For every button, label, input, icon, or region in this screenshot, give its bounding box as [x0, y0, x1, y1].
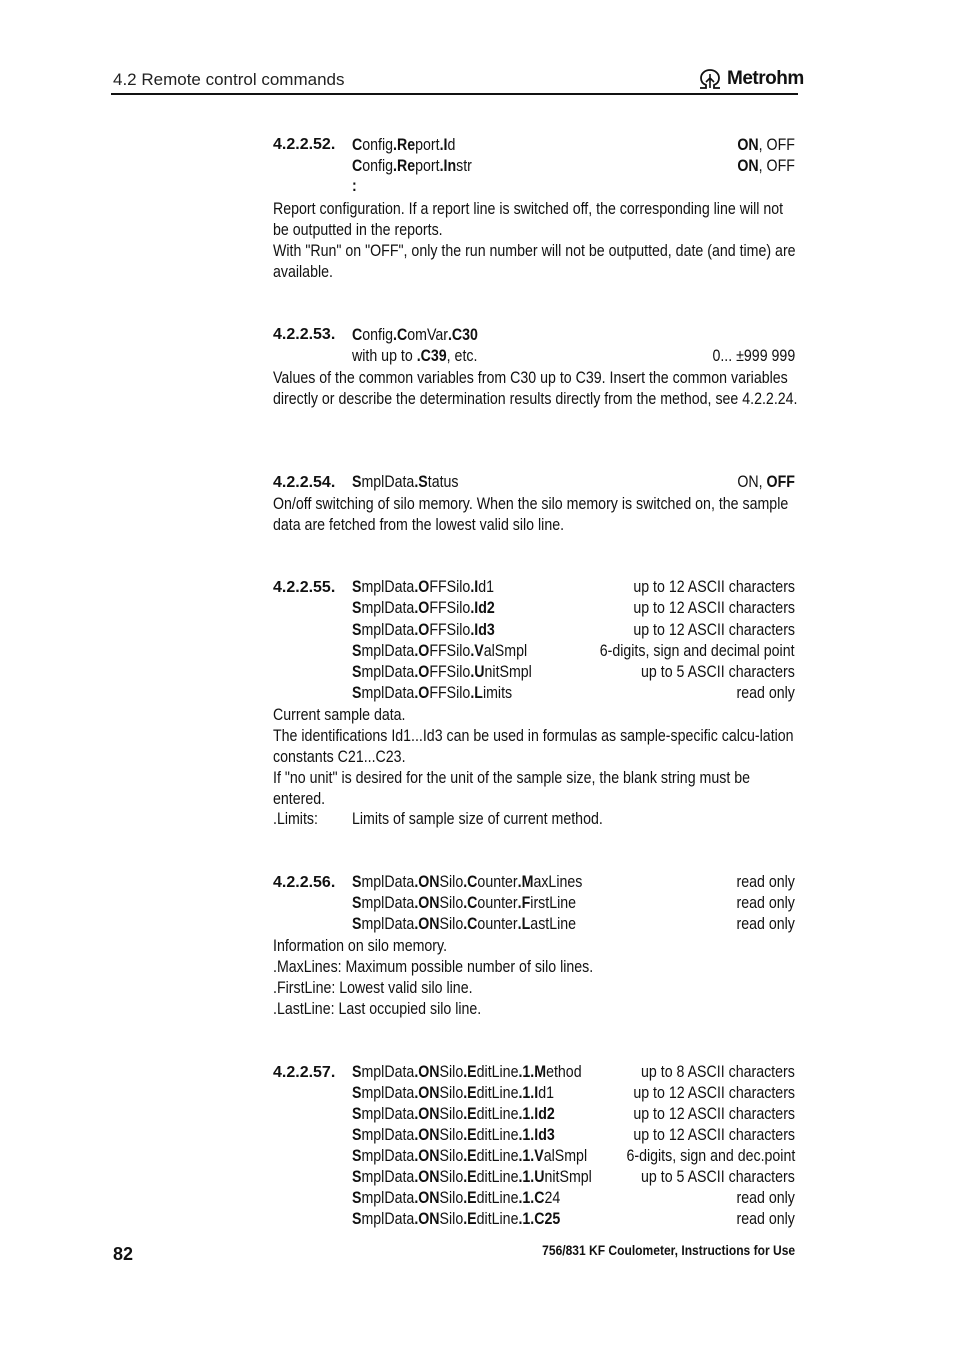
bold-segment: .C39 [416, 347, 447, 365]
command-line [352, 326, 478, 345]
bold-segment: I [443, 136, 448, 154]
bold-segment: ON [418, 1210, 440, 1228]
text-segment: 0... ±999 999 [712, 347, 795, 365]
text-segment: mplData [361, 1210, 415, 1228]
command-line [352, 1210, 560, 1229]
section-number: 4.2.2.55. [273, 579, 336, 596]
bold-segment: S [352, 1168, 362, 1186]
bold-segment: . [470, 621, 475, 639]
text-segment: mplData [361, 578, 415, 596]
bold-segment: S [352, 684, 362, 702]
command-value [641, 663, 795, 682]
bold-segment: . [414, 894, 419, 912]
footer-document-title: 756/831 KF Coulometer, Instructions for Use [542, 1242, 795, 1258]
text-segment: Silo [439, 915, 464, 933]
bold-segment: S [352, 915, 362, 933]
bold-segment: ON [418, 894, 440, 912]
bold-segment: ON [418, 1126, 440, 1144]
bold-segment: .1. [518, 1147, 535, 1165]
text-segment: Silo [439, 1147, 464, 1165]
command-value [641, 1168, 795, 1187]
bold-segment: . [463, 1105, 468, 1123]
text-segment: ditLine [476, 1189, 519, 1207]
bold-segment: . [414, 1105, 419, 1123]
text-segment: read only [736, 915, 795, 933]
bold-segment: E [467, 1210, 477, 1228]
text-segment: astLine [530, 915, 577, 933]
brand-logo [697, 66, 804, 92]
text-segment: 6-digits, sign and decimal point [600, 642, 795, 660]
command-value [633, 1105, 795, 1124]
section-description: Information on silo memory. .MaxLines: Maximum possible number of silo lines. .FirstLine: Lowest valid silo line. .LastLine: Last occupied silo line. [273, 937, 594, 1018]
bold-segment: S [352, 1084, 362, 1102]
text-segment: Silo [439, 1105, 464, 1123]
bold-segment: S [352, 663, 362, 681]
bold-segment: O [418, 642, 430, 660]
command-line [352, 578, 494, 597]
bold-segment: OFF [766, 473, 795, 491]
bold-segment: . [414, 684, 419, 702]
bold-segment: . [414, 642, 419, 660]
bold-segment: . [517, 894, 522, 912]
text-segment: up to 5 ASCII characters [641, 1168, 795, 1186]
text-segment: ditLine [476, 1126, 519, 1144]
command-line [352, 894, 576, 913]
bold-segment: Id3 [534, 1126, 555, 1144]
bold-segment: .1. [518, 1189, 535, 1207]
bold-segment: . [393, 157, 397, 175]
bold-segment: ON [737, 136, 759, 154]
text-segment: Silo [439, 873, 464, 891]
bold-segment: S [352, 873, 362, 891]
command-line [352, 642, 527, 661]
text-segment: alSmpl [483, 642, 528, 660]
bold-segment: . [463, 915, 468, 933]
bold-segment: S [352, 1189, 362, 1207]
section-number: 4.2.2.52. [273, 136, 336, 153]
bold-segment: Re [396, 157, 416, 175]
text-segment: ditLine [476, 1105, 519, 1123]
text-segment: up to 12 ASCII characters [633, 599, 795, 617]
bold-segment: . [393, 326, 397, 344]
text-segment: Silo [439, 1210, 464, 1228]
text-segment: mplData [361, 1105, 415, 1123]
bold-segment: . [414, 1147, 419, 1165]
text-segment: ounter [477, 894, 518, 912]
text-segment: d1 [538, 1084, 554, 1102]
text-segment: Silo [439, 1063, 464, 1081]
text-segment: mplData [361, 1126, 415, 1144]
text-segment: FFSilo [429, 663, 471, 681]
bold-segment: . [414, 578, 419, 596]
text-segment: ON, [737, 473, 767, 491]
text-segment: Silo [439, 1126, 464, 1144]
bold-segment: . [439, 157, 444, 175]
bold-segment: . [463, 1063, 468, 1081]
section-description: On/off switching of silo memory. When the silo memory is switched on, the sample data are fetched from the lowest valid silo line. [273, 495, 789, 534]
text-segment: Silo [439, 1168, 464, 1186]
bold-segment: O [418, 621, 430, 639]
text-segment: onfig [362, 326, 394, 344]
bold-segment: . [463, 873, 468, 891]
command-value [737, 894, 795, 913]
bold-segment: ON [418, 1168, 440, 1186]
text-segment: Silo [439, 1084, 464, 1102]
bold-segment: C30 [451, 326, 478, 344]
bold-segment: V [474, 642, 484, 660]
omega-logo-icon [697, 68, 723, 90]
bold-segment: E [467, 1084, 477, 1102]
bold-segment: S [352, 473, 362, 491]
bold-segment: . [470, 578, 475, 596]
text-segment: ditLine [476, 1084, 519, 1102]
text-segment: Silo [439, 894, 464, 912]
bold-segment: S [352, 1210, 362, 1228]
bold-segment: . [414, 1210, 419, 1228]
text-segment: str [456, 157, 472, 175]
bold-segment: ON [418, 1189, 440, 1207]
command-line [352, 136, 455, 155]
text-segment: Silo [439, 1189, 464, 1207]
bold-segment: V [534, 1147, 544, 1165]
command-line [352, 873, 582, 892]
section-number: 4.2.2.56. [273, 874, 336, 891]
text-segment: FFSilo [429, 599, 471, 617]
text-segment: read only [736, 873, 795, 891]
text-segment: mplData [361, 1168, 415, 1186]
bold-segment: I [474, 578, 479, 596]
bold-segment: . [414, 1063, 419, 1081]
bold-segment: . [463, 894, 468, 912]
text-segment: up to 12 ASCII characters [633, 621, 795, 639]
bold-segment: S [418, 473, 428, 491]
command-value [633, 599, 795, 618]
command-line [352, 177, 357, 196]
bold-segment: E [467, 1147, 477, 1165]
text-segment: 6-digits, sign and dec.point [626, 1147, 795, 1165]
command-line [352, 347, 477, 366]
command-value [737, 473, 795, 492]
command-line [352, 684, 512, 703]
command-value [633, 578, 795, 597]
text-segment: mplData [361, 873, 415, 891]
text-segment: mplData [361, 1063, 415, 1081]
bold-segment: Re [396, 136, 416, 154]
text-segment: up to 12 ASCII characters [633, 578, 795, 596]
bold-segment: ON [418, 1147, 440, 1165]
bold-segment: Id2 [534, 1105, 555, 1123]
text-segment: read only [736, 894, 795, 912]
bold-segment: . [463, 1126, 468, 1144]
bold-segment: . [414, 599, 419, 617]
bold-segment: ON [418, 915, 440, 933]
command-value [633, 1084, 795, 1103]
section-description: Current sample data. The identifications Id1...Id3 can be used in formulas as sample-specific calcu-lation constants C21...C23. If "no unit" is desired for the unit of the sample size, the blank string must be entered. [273, 706, 794, 808]
bold-segment: S [352, 599, 362, 617]
command-line [352, 663, 532, 682]
bold-segment: S [352, 894, 362, 912]
bold-segment: S [352, 1063, 362, 1081]
text-segment: d [447, 136, 456, 154]
text-segment: up to 12 ASCII characters [633, 1126, 795, 1144]
bold-segment: E [467, 1189, 477, 1207]
bold-segment: . [470, 599, 475, 617]
bold-segment: ON [418, 1063, 440, 1081]
text-segment: mplData [361, 663, 415, 681]
text-segment: up to 12 ASCII characters [633, 1084, 795, 1102]
bold-segment: S [352, 578, 362, 596]
text-segment: , OFF [758, 157, 795, 175]
note-label: .Limits: [273, 810, 318, 828]
command-value [641, 1063, 795, 1082]
text-segment: FFSilo [429, 684, 471, 702]
bold-segment: . [414, 1189, 419, 1207]
text-segment: mplData [361, 599, 415, 617]
text-segment: axLines [533, 873, 583, 891]
text-segment: onfig [362, 136, 394, 154]
bold-segment: M [534, 1063, 547, 1081]
command-line [352, 157, 472, 176]
section-number: 4.2.2.57. [273, 1064, 336, 1081]
bold-segment: E [467, 1126, 477, 1144]
command-line [352, 1105, 555, 1124]
text-segment: imits [482, 684, 513, 702]
bold-segment: ON [737, 157, 759, 175]
text-segment: nitSmpl [544, 1168, 592, 1186]
bold-segment: E [467, 1168, 477, 1186]
bold-segment: M [521, 873, 534, 891]
command-value [600, 642, 795, 661]
bold-segment: O [418, 684, 430, 702]
bold-segment: C25 [534, 1210, 561, 1228]
text-segment: mplData [361, 642, 415, 660]
command-value [626, 1147, 795, 1166]
text-segment: ditLine [476, 1147, 519, 1165]
command-line [352, 1168, 592, 1187]
bold-segment: . [414, 915, 419, 933]
header-rule [111, 93, 798, 95]
bold-segment: S [352, 1126, 362, 1144]
bold-segment: . [447, 326, 452, 344]
bold-segment: . [463, 1189, 468, 1207]
text-segment: nitSmpl [484, 663, 532, 681]
text-segment: ethod [546, 1063, 582, 1081]
text-segment: read only [736, 1189, 795, 1207]
bold-segment: O [418, 663, 430, 681]
text-segment: FFSilo [429, 578, 471, 596]
command-line [352, 1147, 587, 1166]
command-line [352, 1063, 582, 1082]
text-segment: ditLine [476, 1168, 519, 1186]
bold-segment: . [414, 663, 419, 681]
brand-name: Metrohm [727, 68, 804, 89]
section-number: 4.2.2.53. [273, 326, 336, 343]
bold-segment: . [414, 1084, 419, 1102]
bold-segment: S [352, 642, 362, 660]
bold-segment: U [474, 663, 485, 681]
text-segment: mplData [361, 1147, 415, 1165]
section-description: Values of the common variables from C30 up to C39. Insert the common variables directly or describe the determination results directly from the method, see 4.2.2.24. [273, 369, 798, 408]
bold-segment: C [396, 326, 408, 344]
bold-segment: . [414, 1168, 419, 1186]
command-line [352, 473, 459, 492]
bold-segment: .1. [518, 1126, 535, 1144]
bold-segment: C [352, 157, 363, 175]
bold-segment: C [352, 136, 363, 154]
command-value [737, 1210, 795, 1229]
text-segment: ditLine [476, 1063, 519, 1081]
bold-segment: E [467, 1105, 477, 1123]
command-line [352, 1126, 555, 1145]
bold-segment: . [517, 873, 522, 891]
bold-segment: L [474, 684, 483, 702]
command-value [737, 873, 795, 892]
text-segment: up to 8 ASCII characters [641, 1063, 795, 1081]
text-segment: omVar [407, 326, 448, 344]
bold-segment: C [534, 1189, 545, 1207]
bold-segment: . [414, 873, 419, 891]
bold-segment: Id2 [474, 599, 495, 617]
command-line [352, 1084, 554, 1103]
text-segment: d1 [478, 578, 495, 596]
bold-segment: S [352, 1105, 362, 1123]
bold-segment: . [463, 1210, 468, 1228]
bold-segment: . [470, 663, 475, 681]
bold-segment: . [470, 684, 475, 702]
bold-segment: ON [418, 1105, 440, 1123]
text-segment: onfig [362, 157, 394, 175]
section-number: 4.2.2.54. [273, 474, 336, 491]
command-line [352, 915, 576, 934]
text-segment: mplData [361, 1189, 415, 1207]
command-value [633, 621, 795, 640]
running-header-section: 4.2 Remote control commands [113, 70, 345, 89]
text-segment: with up to [352, 347, 417, 365]
text-segment: FFSilo [429, 642, 471, 660]
bold-segment: U [534, 1168, 545, 1186]
command-value [737, 1189, 795, 1208]
bold-segment: .1. [518, 1168, 535, 1186]
bold-segment: . [463, 1168, 468, 1186]
text-segment: port [415, 157, 440, 175]
bold-segment: .1. [518, 1084, 535, 1102]
bold-segment: C [352, 326, 363, 344]
text-segment: alSmpl [543, 1147, 588, 1165]
bold-segment: C [467, 873, 478, 891]
bold-segment: . [414, 1126, 419, 1144]
text-segment: tatus [427, 473, 459, 491]
bold-segment: . [463, 1147, 468, 1165]
text-segment: mplData [361, 1084, 415, 1102]
bold-segment: L [521, 915, 531, 933]
text-segment: mplData [361, 894, 415, 912]
page-number: 82 [113, 1244, 134, 1264]
text-segment: ounter [477, 873, 518, 891]
bold-segment: S [352, 1147, 362, 1165]
text-segment: up to 12 ASCII characters [633, 1105, 795, 1123]
command-value [737, 136, 795, 155]
bold-segment: .1. [518, 1105, 535, 1123]
command-value [737, 915, 795, 934]
bold-segment: S [352, 621, 362, 639]
command-value [737, 684, 795, 703]
text-segment: up to 5 ASCII characters [641, 663, 795, 681]
bold-segment: . [439, 136, 444, 154]
command-value [737, 157, 795, 176]
text-segment: read only [736, 1210, 795, 1228]
bold-segment: . [414, 473, 419, 491]
text-segment: ditLine [476, 1210, 519, 1228]
text-segment: read only [736, 684, 795, 702]
bold-segment: ON [418, 1084, 440, 1102]
bold-segment: . [414, 621, 419, 639]
bold-segment: ON [418, 873, 440, 891]
bold-segment: . [393, 136, 397, 154]
text-segment: ounter [477, 915, 518, 933]
bold-segment: I [534, 1084, 539, 1102]
text-segment: mplData [361, 684, 415, 702]
bold-segment: C [467, 915, 478, 933]
text-segment: FFSilo [429, 621, 471, 639]
text-segment: mplData [361, 473, 415, 491]
bold-segment: .1. [518, 1063, 535, 1081]
text-segment: 24 [544, 1189, 561, 1207]
text-segment: mplData [361, 915, 415, 933]
text-segment: irstLine [530, 894, 577, 912]
bold-segment: C [467, 894, 478, 912]
bold-segment: . [470, 642, 475, 660]
text-segment: port [415, 136, 440, 154]
bold-segment: E [467, 1063, 477, 1081]
text-segment: , OFF [758, 136, 795, 154]
bold-segment: : [352, 177, 357, 195]
command-value [712, 347, 795, 366]
command-line [352, 621, 495, 640]
bold-segment: . [463, 1084, 468, 1102]
bold-segment: F [521, 894, 531, 912]
text-segment: , etc. [446, 347, 478, 365]
section-description: Report configuration. If a report line is switched off, the corresponding line will not be outputted in the reports. With "Run" on "OFF", only the run number will not be outputted, date (and time) are available. [273, 200, 796, 281]
text-segment: mplData [361, 621, 415, 639]
bold-segment: O [418, 599, 430, 617]
bold-segment: Id3 [474, 621, 495, 639]
bold-segment: . [517, 915, 522, 933]
bold-segment: In [443, 157, 457, 175]
command-line [352, 1189, 560, 1208]
bold-segment: .1. [518, 1210, 535, 1228]
command-value [633, 1126, 795, 1145]
bold-segment: O [418, 578, 430, 596]
command-line [352, 599, 495, 618]
note-text: Limits of sample size of current method. [352, 810, 603, 828]
